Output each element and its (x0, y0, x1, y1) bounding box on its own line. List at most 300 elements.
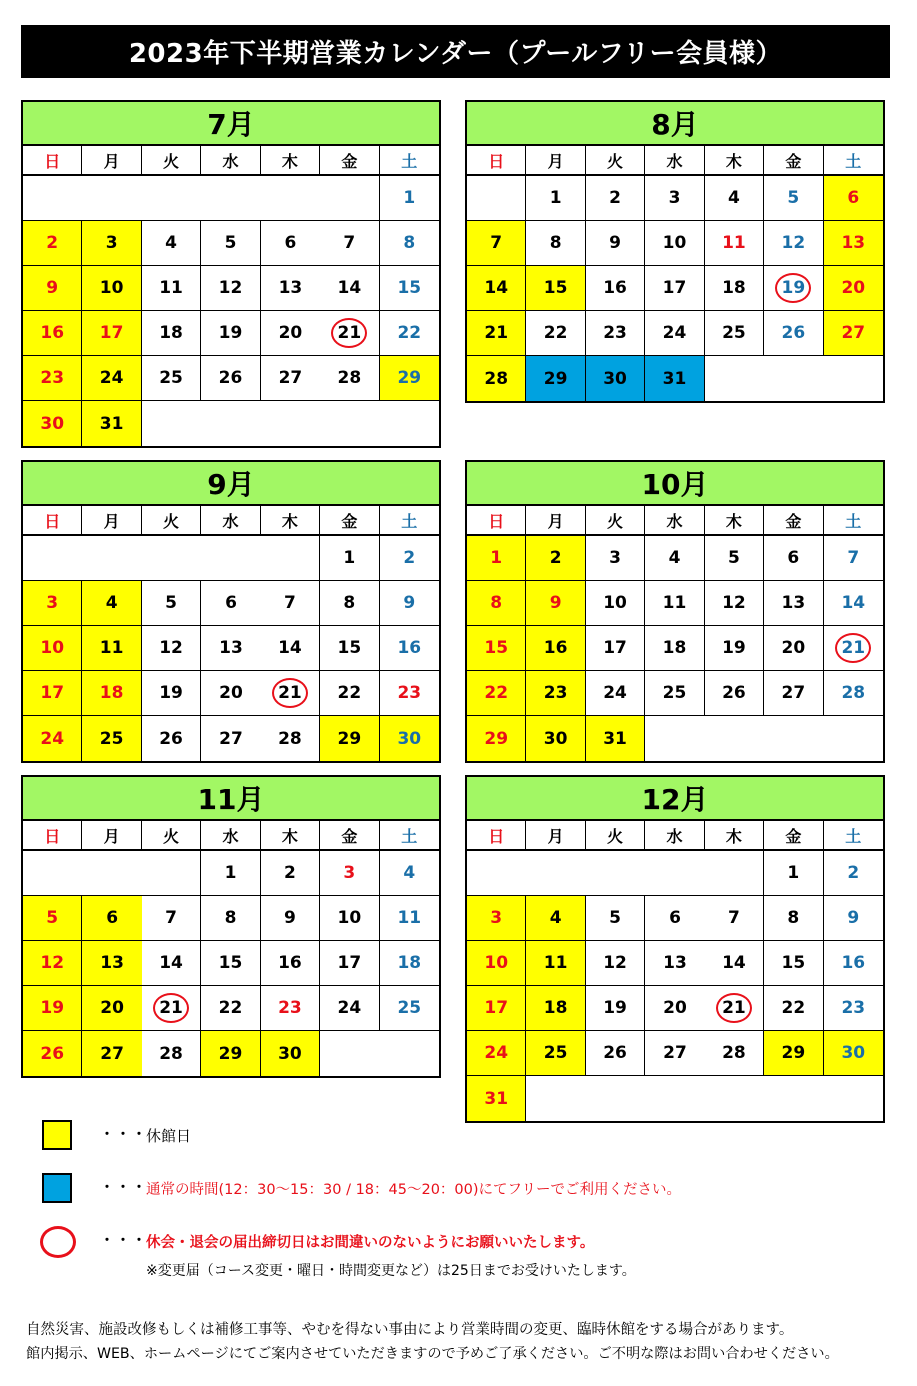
weekday-header: 木 (261, 506, 320, 536)
day-cell (82, 671, 141, 716)
day-cell (467, 941, 526, 986)
day-number: 30 (543, 728, 568, 749)
day-cell (142, 266, 201, 311)
day-number: 31 (662, 368, 687, 389)
empty-day-cell (320, 1031, 439, 1076)
day-number: 30 (841, 1043, 866, 1063)
day-cell (645, 176, 704, 221)
day-cell (705, 626, 764, 671)
day-cell (645, 581, 704, 626)
day-cell (467, 536, 526, 581)
day-number: 13 (781, 593, 806, 613)
day-cell (586, 1031, 645, 1076)
day-cell (824, 626, 883, 671)
day-number: 31 (484, 1088, 509, 1109)
day-number: 15 (781, 953, 806, 973)
day-cell (526, 311, 585, 356)
calendar-month (21, 460, 441, 763)
day-cell (705, 311, 764, 356)
day-number: 26 (218, 368, 243, 388)
day-number: 25 (543, 1043, 568, 1063)
day-cell (201, 896, 260, 941)
day-cell (764, 536, 823, 581)
day-number: 7 (728, 908, 740, 928)
day-cell (201, 266, 260, 311)
weekday-header: 土 (380, 506, 439, 536)
weekday-header: 水 (645, 146, 704, 176)
day-cell (526, 356, 585, 401)
day-number: 27 (781, 683, 806, 703)
day-number: 13 (100, 953, 124, 973)
legend-dots: ・・・ (100, 1180, 148, 1196)
day-number: 5 (728, 548, 740, 568)
day-number: 20 (278, 323, 303, 343)
day-cell (142, 716, 201, 761)
calendar-month (21, 775, 441, 1078)
footer-notice-line2: 館内掲示、WEB、ホームページにてご案内させていただきますので予めご了承ください。ご不明な際はお問い合わせください。 (26, 1346, 839, 1362)
deadline-label: 休会・退会の届出締切日はお間違いのないようにお願いいたします。 (146, 1235, 595, 1251)
day-cell (526, 671, 585, 716)
day-cell (586, 311, 645, 356)
day-cell (142, 941, 201, 986)
day-cell (201, 671, 260, 716)
day-cell (467, 671, 526, 716)
day-cell (261, 356, 320, 401)
day-number: 22 (218, 998, 243, 1018)
day-number: 17 (662, 278, 687, 298)
day-number: 28 (484, 368, 509, 389)
day-cell (645, 221, 704, 266)
day-cell (586, 986, 645, 1031)
day-number: 8 (343, 593, 356, 613)
day-number: 20 (841, 278, 866, 298)
day-cell (645, 671, 704, 716)
day-cell (82, 986, 141, 1031)
day-number: 10 (337, 908, 362, 928)
day-cell (467, 986, 526, 1031)
weekday-header: 火 (142, 146, 201, 176)
day-number: 1 (549, 188, 562, 208)
day-cell (586, 716, 645, 761)
day-number: 3 (46, 593, 59, 613)
day-cell (764, 941, 823, 986)
day-cell (586, 581, 645, 626)
calendar-grid (467, 146, 883, 401)
day-number: 7 (165, 908, 177, 928)
day-number: 25 (99, 728, 124, 749)
day-cell (380, 356, 439, 401)
day-number: 23 (278, 998, 302, 1018)
day-number: 28 (278, 728, 302, 749)
month-title: 11月 (23, 777, 439, 821)
day-number: 23 (841, 998, 866, 1018)
day-cell (586, 626, 645, 671)
day-cell (824, 986, 883, 1031)
day-cell (320, 311, 379, 356)
empty-day-cell (526, 1076, 883, 1121)
day-number: 14 (278, 638, 302, 658)
day-number: 24 (337, 998, 362, 1018)
day-number: 6 (284, 233, 297, 253)
day-cell (23, 896, 82, 941)
day-cell (467, 581, 526, 626)
day-number: 15 (543, 278, 568, 298)
day-number: 6 (787, 548, 800, 568)
day-number: 30 (40, 413, 65, 434)
day-cell (705, 176, 764, 221)
day-cell (467, 896, 526, 941)
day-number: 14 (337, 278, 362, 298)
day-number: 2 (847, 863, 860, 883)
day-number: 26 (781, 323, 806, 343)
day-cell (201, 1031, 260, 1076)
day-number: 15 (397, 278, 422, 298)
calendar-month (465, 100, 885, 403)
day-number: 9 (403, 593, 416, 613)
day-cell (526, 986, 585, 1031)
day-cell (82, 221, 141, 266)
day-cell (82, 401, 141, 446)
day-cell (586, 176, 645, 221)
free-use-swatch (42, 1173, 72, 1203)
day-number: 19 (781, 278, 806, 298)
day-cell (526, 581, 585, 626)
day-number: 21 (278, 683, 302, 703)
day-number: 4 (403, 863, 416, 883)
day-number: 7 (847, 548, 860, 568)
day-cell (142, 581, 201, 626)
day-cell (201, 716, 260, 761)
day-number: 8 (549, 233, 562, 253)
weekday-header: 月 (82, 506, 141, 536)
day-number: 11 (159, 278, 183, 298)
day-number: 20 (663, 998, 687, 1018)
day-cell (320, 581, 379, 626)
day-cell (380, 221, 439, 266)
day-cell (23, 581, 82, 626)
day-cell (380, 176, 439, 221)
day-number: 15 (337, 638, 362, 658)
day-number: 7 (284, 593, 296, 613)
day-cell (467, 311, 526, 356)
day-number: 1 (403, 188, 416, 208)
day-cell (824, 311, 883, 356)
day-number: 12 (603, 953, 627, 973)
day-number: 14 (484, 278, 509, 298)
empty-day-cell (467, 851, 764, 896)
day-cell (320, 626, 379, 671)
calendar-month (465, 775, 885, 1123)
weekday-header: 木 (705, 506, 764, 536)
weekday-header: 水 (201, 821, 260, 851)
day-number: 6 (669, 908, 681, 928)
day-cell (764, 671, 823, 716)
day-cell (764, 896, 823, 941)
month-title: 12月 (467, 777, 883, 821)
day-cell (82, 311, 141, 356)
day-cell (526, 536, 585, 581)
day-cell (380, 986, 439, 1031)
day-cell (23, 311, 82, 356)
day-number: 7 (343, 233, 356, 253)
weekday-header: 木 (261, 821, 320, 851)
day-cell (380, 311, 439, 356)
day-cell (23, 266, 82, 311)
calendar-grid (467, 821, 883, 1121)
weekday-header: 火 (142, 506, 201, 536)
day-number: 6 (847, 188, 860, 208)
day-cell (23, 401, 82, 446)
day-number: 31 (603, 728, 627, 749)
day-number: 25 (722, 323, 746, 343)
day-cell (764, 581, 823, 626)
weekday-header: 火 (142, 821, 201, 851)
weekday-header: 月 (82, 146, 141, 176)
day-number: 11 (662, 593, 687, 613)
day-cell (764, 986, 823, 1031)
day-number: 2 (46, 233, 59, 253)
day-number: 4 (668, 548, 681, 568)
weekday-header: 日 (23, 821, 82, 851)
weekday-header: 日 (23, 506, 82, 536)
deadline-note: ※変更届（コース変更・曜日・時間変更など）は25日までお受けいたします。 (146, 1263, 636, 1279)
day-cell (320, 941, 379, 986)
day-cell (320, 896, 379, 941)
day-cell (764, 311, 823, 356)
day-number: 17 (99, 323, 124, 343)
month-title: 7月 (23, 102, 439, 146)
day-cell (142, 221, 201, 266)
day-number: 26 (159, 728, 183, 749)
day-cell (586, 221, 645, 266)
day-cell (645, 536, 704, 581)
day-cell (320, 356, 379, 401)
day-cell (764, 626, 823, 671)
day-number: 3 (343, 863, 356, 883)
calendar-grid (23, 821, 439, 1076)
weekday-header: 土 (824, 506, 883, 536)
day-cell (824, 1031, 883, 1076)
day-number: 6 (225, 593, 237, 613)
day-cell (467, 716, 526, 761)
weekday-header: 水 (201, 506, 260, 536)
day-cell (320, 671, 379, 716)
day-number: 21 (337, 323, 362, 343)
day-cell (23, 986, 82, 1031)
day-cell (142, 356, 201, 401)
day-number: 26 (603, 1043, 627, 1063)
day-number: 23 (543, 683, 568, 703)
day-number: 19 (603, 998, 627, 1018)
day-number: 10 (484, 953, 509, 973)
day-cell (467, 1031, 526, 1076)
day-number: 29 (337, 728, 362, 749)
day-number: 8 (403, 233, 416, 253)
day-cell (82, 266, 141, 311)
weekday-header: 火 (586, 506, 645, 536)
day-cell (261, 716, 320, 761)
weekday-header: 月 (82, 821, 141, 851)
legend-dots: ・・・ (100, 1233, 148, 1249)
day-cell (526, 896, 585, 941)
day-cell (645, 941, 704, 986)
day-cell (645, 986, 704, 1031)
day-number: 9 (549, 593, 562, 613)
day-number: 30 (397, 728, 422, 749)
day-cell (526, 941, 585, 986)
day-cell (467, 626, 526, 671)
day-cell (645, 356, 704, 401)
day-number: 24 (484, 1043, 509, 1063)
day-cell (764, 176, 823, 221)
day-cell (23, 626, 82, 671)
day-cell (824, 176, 883, 221)
day-number: 9 (46, 278, 59, 298)
empty-day-cell (23, 851, 201, 896)
weekday-header: 木 (261, 146, 320, 176)
day-number: 20 (781, 638, 806, 658)
month-title: 10月 (467, 462, 883, 506)
day-cell (142, 986, 201, 1031)
day-number: 18 (662, 638, 687, 658)
day-cell (23, 941, 82, 986)
day-cell (645, 266, 704, 311)
day-number: 27 (841, 323, 866, 343)
weekday-header: 水 (201, 146, 260, 176)
weekday-header: 金 (764, 506, 823, 536)
day-number: 23 (40, 368, 65, 388)
day-cell (320, 221, 379, 266)
day-cell (201, 626, 260, 671)
day-cell (82, 1031, 141, 1076)
day-number: 16 (603, 278, 627, 298)
day-cell (645, 311, 704, 356)
weekday-header: 金 (764, 146, 823, 176)
day-number: 3 (668, 188, 681, 208)
day-number: 2 (549, 548, 562, 568)
day-number: 24 (662, 323, 687, 343)
day-number: 2 (284, 863, 296, 883)
day-number: 10 (662, 233, 687, 253)
day-cell (586, 536, 645, 581)
closed-day-swatch (42, 1120, 72, 1150)
day-number: 28 (337, 368, 362, 388)
empty-day-cell (645, 716, 883, 761)
day-cell (201, 986, 260, 1031)
day-number: 21 (159, 998, 183, 1018)
day-cell (380, 941, 439, 986)
weekday-header: 金 (320, 506, 379, 536)
day-number: 24 (603, 683, 627, 703)
day-number: 29 (218, 1043, 243, 1064)
day-number: 12 (218, 278, 243, 298)
empty-day-cell (23, 176, 380, 221)
day-cell (705, 671, 764, 716)
day-number: 14 (722, 953, 746, 973)
day-cell (526, 176, 585, 221)
weekday-header: 土 (824, 821, 883, 851)
weekday-header: 火 (586, 146, 645, 176)
day-number: 3 (105, 233, 118, 253)
day-number: 4 (105, 593, 118, 613)
day-cell (142, 671, 201, 716)
day-number: 27 (663, 1043, 687, 1063)
day-cell (82, 896, 141, 941)
day-number: 11 (722, 233, 746, 253)
day-number: 17 (337, 953, 362, 973)
day-number: 5 (165, 593, 177, 613)
day-cell (261, 671, 320, 716)
day-cell (526, 1031, 585, 1076)
day-number: 4 (549, 908, 562, 928)
day-cell (705, 941, 764, 986)
day-cell (201, 221, 260, 266)
day-cell (82, 716, 141, 761)
day-number: 5 (224, 233, 237, 253)
day-number: 12 (159, 638, 183, 658)
day-cell (824, 221, 883, 266)
day-cell (586, 671, 645, 716)
day-number: 28 (841, 683, 866, 703)
day-cell (705, 896, 764, 941)
day-cell (261, 896, 320, 941)
day-number: 2 (403, 548, 416, 568)
day-number: 9 (609, 233, 621, 253)
day-number: 22 (337, 683, 362, 703)
day-number: 21 (484, 323, 509, 343)
day-number: 4 (728, 188, 740, 208)
weekday-header: 水 (645, 506, 704, 536)
day-cell (320, 266, 379, 311)
weekday-header: 日 (467, 146, 526, 176)
day-cell (261, 626, 320, 671)
day-number: 25 (397, 998, 422, 1018)
day-number: 17 (40, 683, 65, 703)
day-number: 8 (787, 908, 800, 928)
day-cell (82, 941, 141, 986)
weekday-header: 日 (467, 821, 526, 851)
page-title: 2023年下半期営業カレンダー（プールフリー会員様） (21, 25, 890, 78)
calendar-grid (23, 506, 439, 761)
day-cell (261, 221, 320, 266)
day-number: 10 (99, 278, 124, 298)
day-number: 23 (397, 683, 422, 703)
day-cell (586, 266, 645, 311)
weekday-header: 土 (824, 146, 883, 176)
day-cell (380, 581, 439, 626)
day-number: 5 (609, 908, 621, 928)
deadline-circle-icon (40, 1226, 76, 1258)
day-number: 18 (397, 953, 422, 973)
day-number: 16 (543, 638, 568, 658)
day-cell (645, 626, 704, 671)
day-cell (201, 941, 260, 986)
weekday-header: 日 (23, 146, 82, 176)
day-cell (705, 581, 764, 626)
day-cell (764, 221, 823, 266)
day-number: 4 (165, 233, 177, 253)
day-cell (23, 1031, 82, 1076)
day-number: 3 (490, 908, 503, 928)
calendar-grid (23, 146, 439, 446)
day-number: 20 (219, 683, 243, 703)
day-number: 19 (40, 998, 65, 1018)
day-cell (320, 986, 379, 1031)
day-number: 30 (603, 368, 627, 389)
day-number: 24 (99, 368, 124, 388)
day-cell (320, 851, 379, 896)
footer-notice-line1: 自然災害、施設改修もしくは補修工事等、やむを得ない事由により営業時間の変更、臨時休館をする場合があります。 (26, 1322, 794, 1338)
